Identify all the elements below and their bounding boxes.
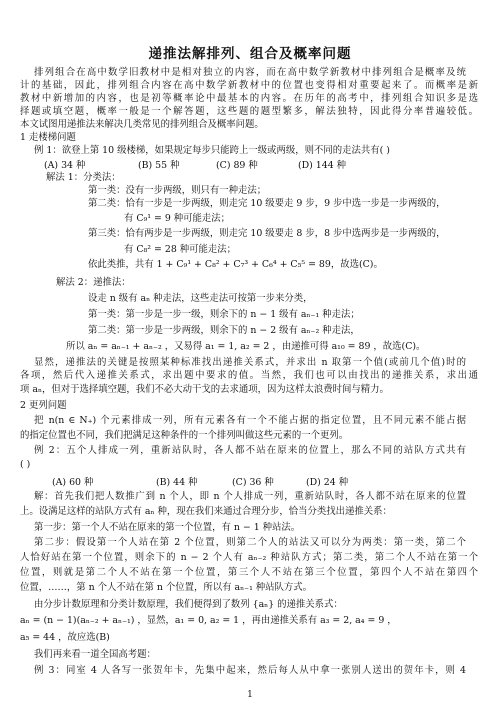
solution-line: 第一类：第一步是一步一级，则余下的 n − 1 级有 aₙ₋₁ 种走法； <box>88 309 360 320</box>
solution-line: 有 C₈² = 28 种可能走法； <box>124 244 237 255</box>
example-1-choices <box>44 157 464 170</box>
recurrence-line: aₙ = (n − 1)(aₙ₋₂ + aₙ₋₁) ，显然，a₁ = 0, a₂ = 1 ，再由递推关系有 a₃ = 2, a₄ = 9 ， <box>20 615 397 626</box>
choice-a: (A) 60 种 <box>52 477 94 488</box>
solution-line: 第三类：恰有两步是一步两级，则走完 10 级要走 8 步，8 步中选两步是一步两级的， <box>88 228 446 239</box>
solution-line: 第二类：第一步是一步两级，则余下的 n − 2 级有 aₙ₋₂ 种走法， <box>88 325 360 336</box>
intro-line: 排列组合在高中数学旧教材中是相对独立的内容，而在高中数学新教材中排列组合是概率及统 <box>34 67 466 78</box>
choice-c: (C) 36 种 <box>232 477 274 488</box>
solution-line: 我们再来看一道全国高考题： <box>34 649 156 660</box>
definition-line: 的指定位置也不同，我们把满足这种条件的一个排列叫做这些元素的一个更列。 <box>20 430 349 441</box>
solution-line: 第一步：第一个人不站在原来的第一个位置，有 n − 1 种站法。 <box>34 522 301 533</box>
example-2: 例 2：五个人排成一列，重新站队时，各人都不站在原来的位置上，那么不同的站队方式共有 <box>34 445 466 456</box>
choice-a: (A) 34 种 <box>44 160 86 171</box>
choice-d: (D) 144 种 <box>298 160 347 171</box>
solution-line: 第一类：没有一步两级，则只有一种走法； <box>88 185 267 196</box>
example-1: 例 1：欲登上第 10 级楼梯，如果规定每步只能跨上一级或两级，则不同的走法共有( ) <box>34 145 390 156</box>
comment-line: 显然，递推法的关键是按照某种标准找出递推关系式，并求出 n 取第一个值(或前几个值)时的 <box>34 357 466 368</box>
intro-line: 本文试图用递推法来解决几类常见的排列组合及概率问题。 <box>20 119 264 130</box>
intro-line: 计的基础，因此，排列组合内容在高中数学新教材中的位置也变得相对重要起来了。而概率是新 <box>20 80 478 91</box>
example-2-choices <box>52 474 472 487</box>
choice-b: (B) 44 种 <box>156 477 198 488</box>
page-number: 1 <box>247 690 253 700</box>
solution-line: 解法 1：分类法： <box>46 172 121 183</box>
definition-line: 把 n(n ∈ N₊) 个元素排成一列，所有元素各有一个不能占据的指定位置，且不同元素不能占据 <box>34 415 466 426</box>
solution-line: 第二类：恰有一步是一步两级，则走完 10 级要走 9 步，9 步中选一步是一步两级的， <box>88 198 446 209</box>
solution-line: 位置，……，第 n 个人不站在第 n 个位置，所以有 aₙ₋₁ 种站队方式。 <box>20 582 313 593</box>
solution-line: 解：首先我们把人数推广到 n 个人，即 n 个人排成一列，重新站队时，各人都不站在原来的位置 <box>34 491 466 502</box>
solution-line: 有 C₉¹ = 9 种可能走法； <box>124 213 231 224</box>
comment-line: 项 aₙ，但对于选择填空题，我们不必大动干戈的去求通项，因为这样太浪费时间与精力。 <box>20 384 389 395</box>
solution-line: 由分步计数原理和分类计数原理，我们便得到了数列 {aₙ} 的递推关系式： <box>34 599 343 610</box>
section-heading: 2 更列问题 <box>20 400 67 411</box>
solution-line: 设走 n 级有 aₙ 种走法，这些走法可按第一步来分类， <box>88 293 313 304</box>
intro-line: 教材中新增加的内容，也是初等概率论中最基本的内容。在历年的高考中，排列组合知识多是选 <box>20 93 478 104</box>
solution-line: 解法 2：递推法： <box>56 277 131 288</box>
solution-line: 所以 aₙ = aₙ₋₁ + aₙ₋₂ ，又易得 a₁ = 1, a₂ = 2 ，由递推可得 a₁₀ = 89 ，故选(C)。 <box>66 341 426 352</box>
choice-d: (D) 24 种 <box>306 477 349 488</box>
example-2: ( ) <box>20 459 31 470</box>
solution-line: 人恰好站在第一个位置，则余下的 n − 2 个人有 aₙ₋₂ 种站队方式；第二类，第二个人不站在第一个 <box>20 552 478 563</box>
choice-c: (C) 89 种 <box>216 160 258 171</box>
document-title: 递推法解排列、组合及概率问题 <box>148 46 352 62</box>
solution-line: 上。设满足这样的站队方式有 aₙ 种，现在我们来通过合理分步，恰当分类找出递推关系： <box>20 506 392 517</box>
solution-line: 位置，则就是第二个人不站在第一个位置，第三个人不站在第三个位置，第四个人不站在第四个 <box>20 567 478 578</box>
example-3: 例 3：同室 4 人各写一张贺年卡，先集中起来，然后每人从中拿一张别人送出的贺年卡，则 4 <box>34 665 466 676</box>
solution-line: 第二步：假设第一个人站在第 2 个位置，则第二个人的站法又可以分为两类：第一类，第二个 <box>34 537 466 548</box>
comment-line: 各项，然后代入递推关系式，求出题中要求的值。当然，我们也可以由找出的递推关系，求出通 <box>20 370 478 381</box>
solution-line: 依此类推，共有 1 + C₉¹ + C₈² + C₇³ + C₆⁴ + C₅⁵ = 89，故选(C)。 <box>88 259 383 270</box>
intro-line: 择题或填空题，概率一般是一个解答题，这些题的题型繁多，解法独特，因此得分率普遍较低。 <box>20 106 478 117</box>
solution-line: a₅ = 44 ，故应选(B) <box>20 632 110 643</box>
choice-b: (B) 55 种 <box>138 160 180 171</box>
section-heading: 1 走楼梯问题 <box>20 132 76 143</box>
